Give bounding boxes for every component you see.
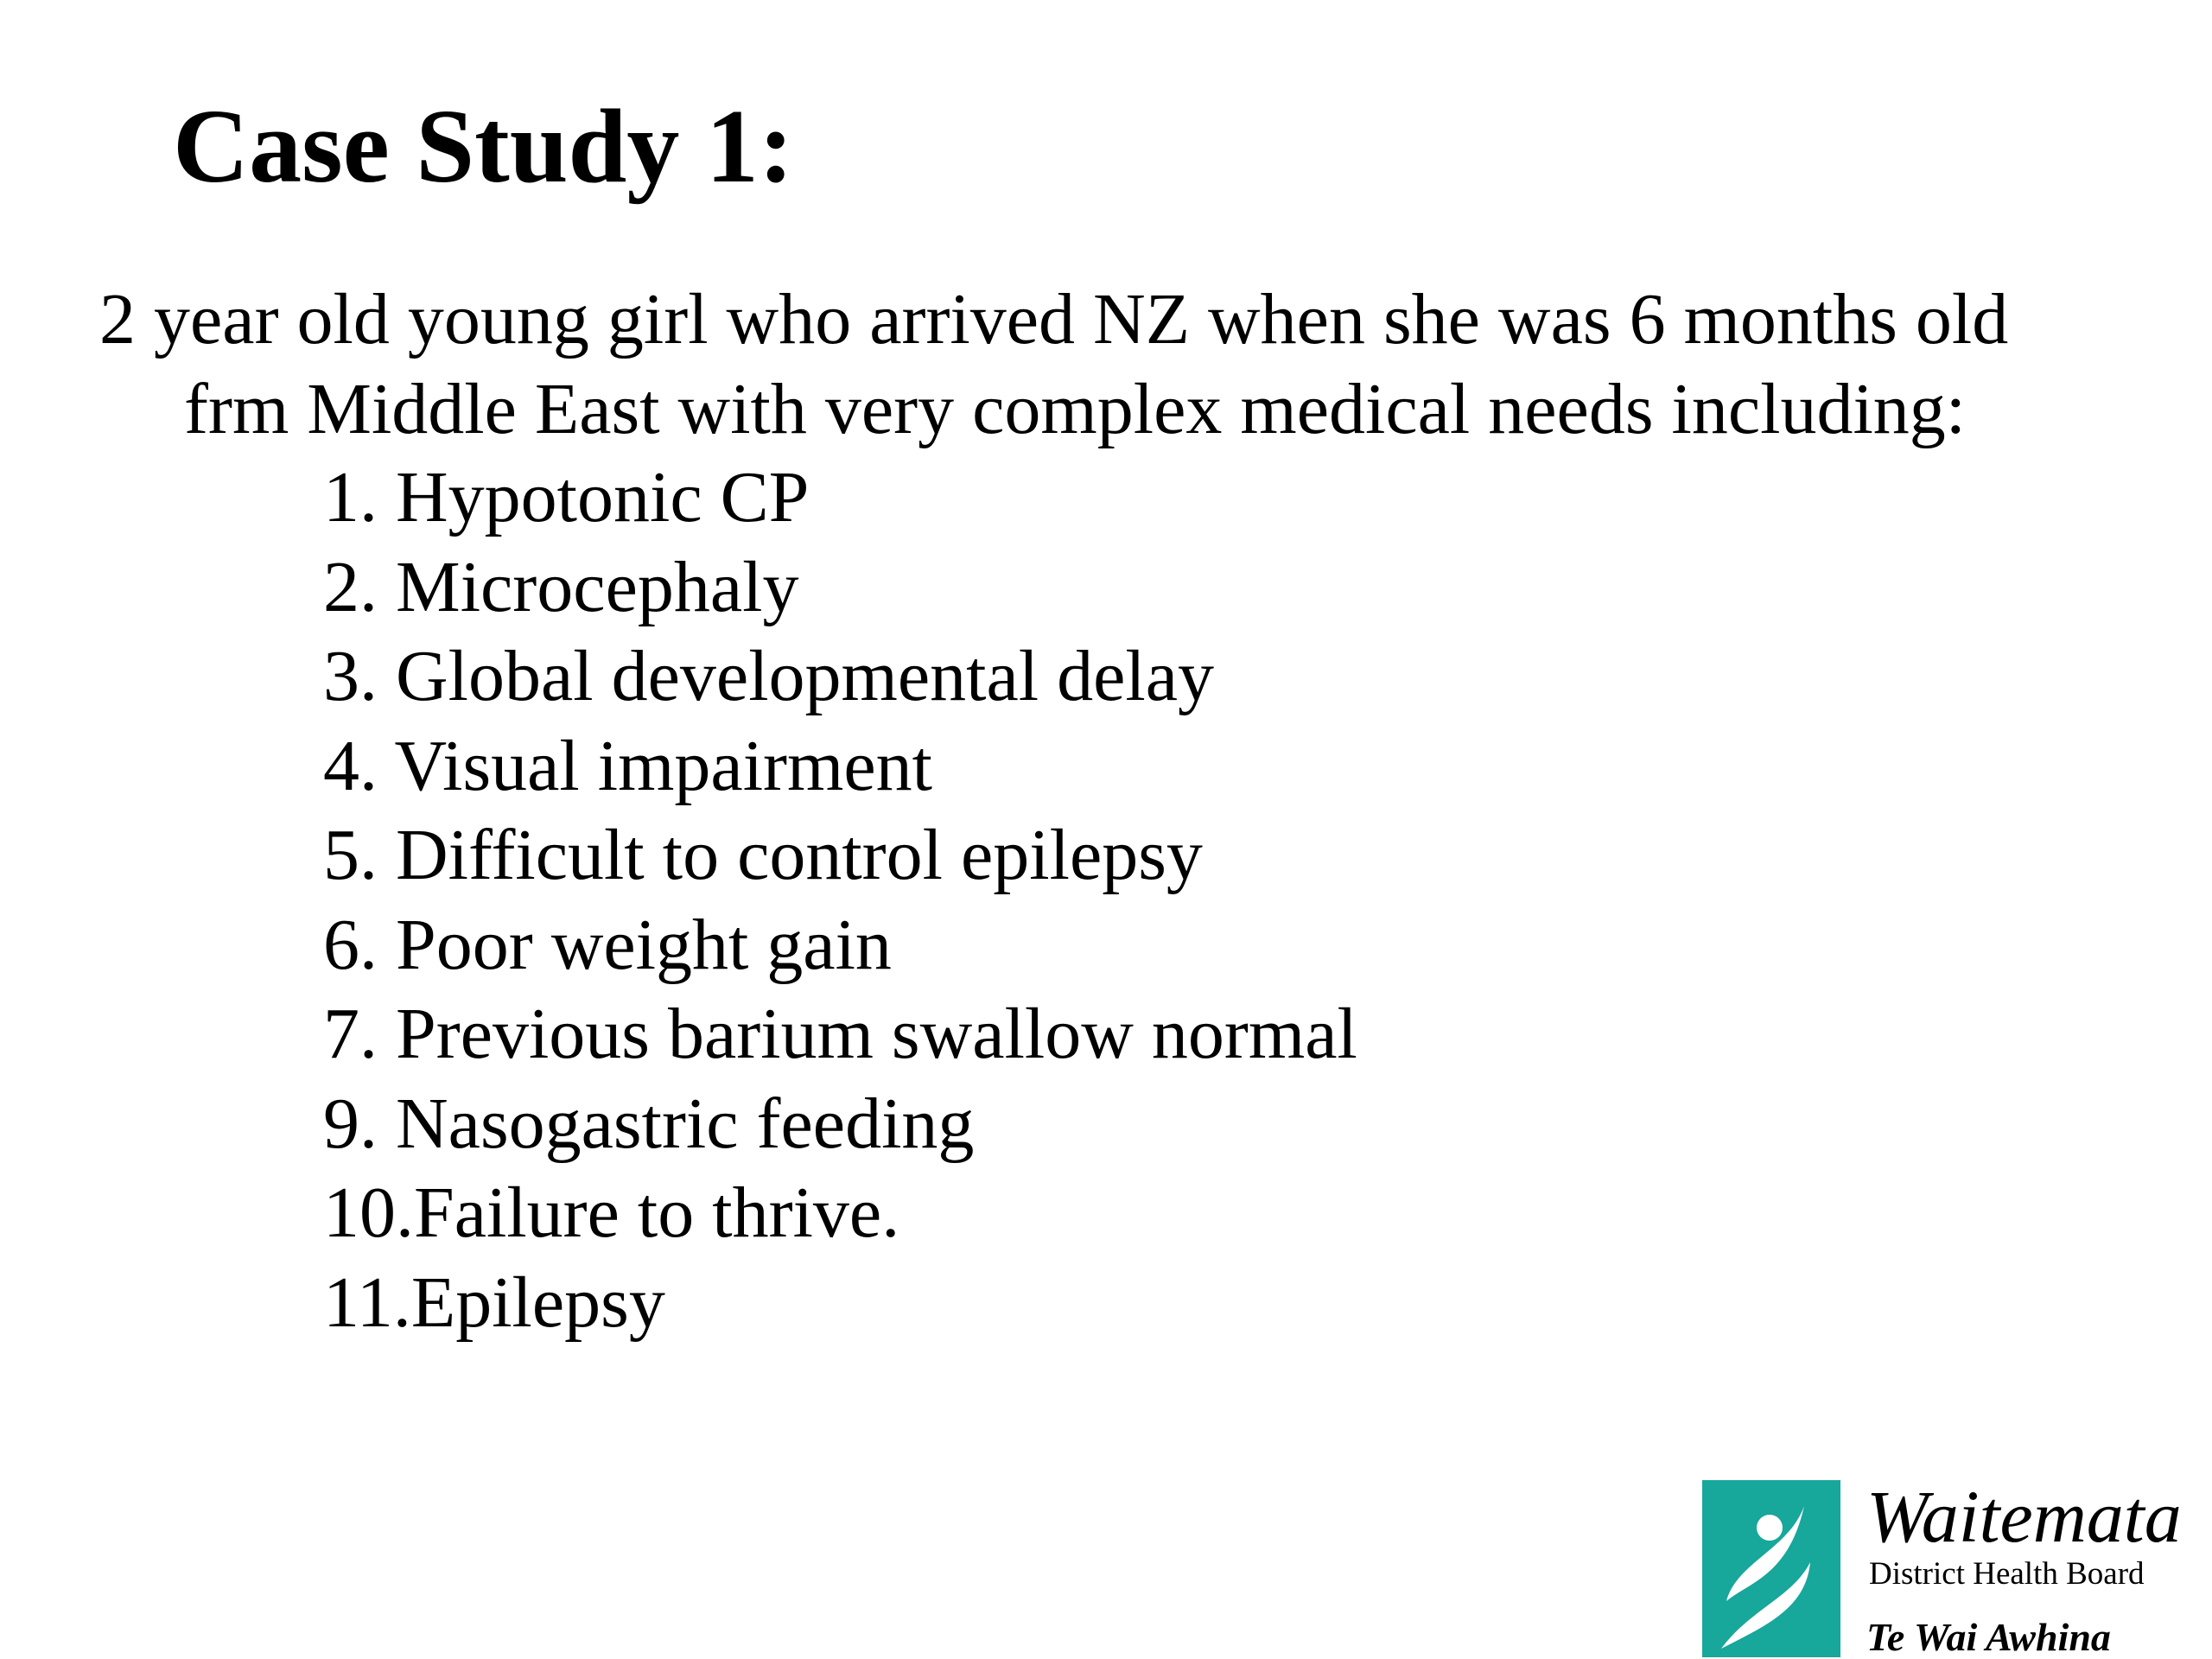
logo-maori-name: Te Wai Awhina (1866, 1615, 2111, 1659)
intro-line-1: 2 year old young girl who arrived NZ when she was 6 months old (99, 279, 2009, 359)
condition-item: 7. Previous barium swallow normal (323, 994, 1357, 1074)
condition-item: 4. Visual impairment (323, 725, 932, 806)
conditions-list (323, 453, 1357, 1347)
condition-item: 6. Poor weight gain (323, 904, 892, 985)
condition-item: 1. Hypotonic CP (323, 457, 810, 537)
condition-item: 11.Epilepsy (323, 1262, 665, 1343)
condition-item: 3. Global developmental delay (323, 636, 1215, 716)
logo-subtitle: District Health Board (1869, 1556, 2145, 1592)
condition-item: 9. Nasogastric feeding (323, 1083, 975, 1164)
waitemata-dhb-logo (1702, 1475, 2195, 1659)
condition-item: 5. Difficult to control epilepsy (323, 815, 1203, 895)
intro-line-2: frm Middle East with very complex medical needs including: (184, 369, 1967, 449)
condition-item: 10.Failure to thrive. (323, 1173, 900, 1253)
waitemata-figure-icon (1702, 1480, 1840, 1657)
slide-title: Case Study 1: (173, 88, 794, 205)
intro-paragraph (99, 275, 2104, 454)
logo-name: Waitemata (1866, 1475, 2182, 1558)
condition-item: 2. Microcephaly (323, 546, 799, 627)
